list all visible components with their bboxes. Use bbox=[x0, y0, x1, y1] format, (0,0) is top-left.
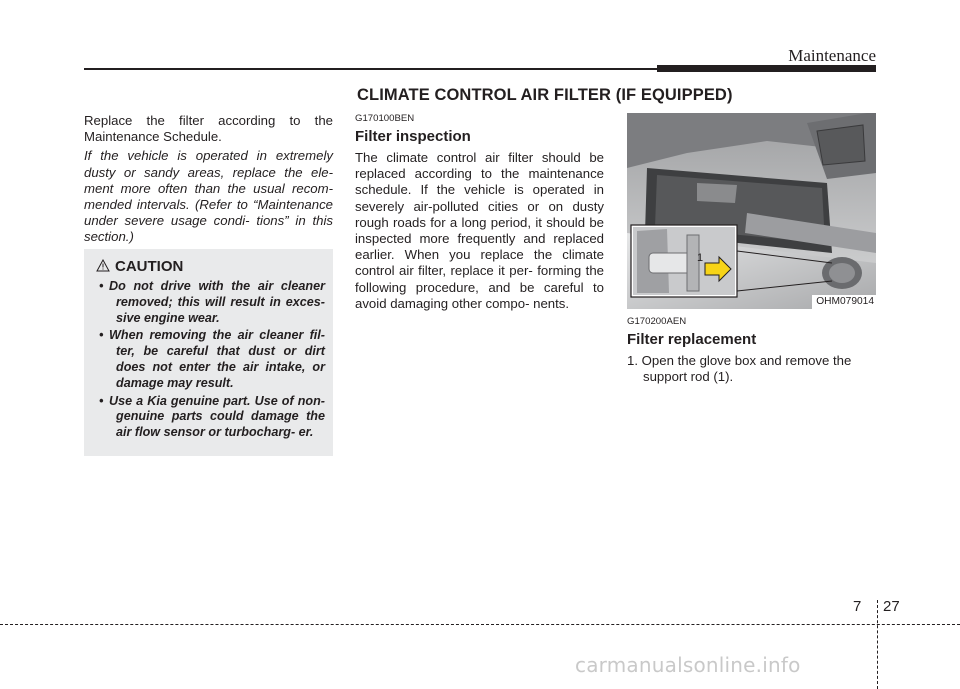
column-middle bbox=[355, 113, 604, 312]
page-header-title: Maintenance bbox=[788, 46, 876, 65]
replacement-code: G170200AEN bbox=[627, 316, 687, 327]
figure-callout: 1 bbox=[697, 252, 704, 264]
glove-box-illustration bbox=[627, 113, 876, 309]
header-bar bbox=[657, 65, 876, 72]
watermark: carmanualsonline.info bbox=[575, 653, 801, 677]
caution-title: CAUTION bbox=[115, 258, 184, 275]
chapter-number: 7 bbox=[853, 598, 862, 615]
warning-triangle-icon bbox=[96, 259, 110, 272]
glove-box-figure bbox=[627, 113, 876, 309]
caution-box bbox=[84, 249, 333, 456]
caution-item: • Use a Kia genuine part. Use of non-genuine parts could damage the air flow sensor or turbocharg- er. bbox=[92, 394, 325, 441]
severe-usage-note: If the vehicle is operated in extremely dusty or sandy areas, replace the ele- ment more often than the usual recom- mended intervals. (Refer to “Maintenance under severe usage condi- tions” in this section.) bbox=[84, 148, 333, 245]
caution-item: • Do not drive with the air cleaner removed; this will result in exces- sive engine wear. bbox=[92, 279, 325, 326]
intro-text: Replace the filter according to the Maintenance Schedule. bbox=[84, 113, 333, 145]
column-left bbox=[84, 113, 333, 246]
page-number: 27 bbox=[883, 598, 900, 615]
inspection-body: The climate control air filter should be replaced according to the maintenance schedule. If the vehicle is operated in severely air-polluted cities or on dusty rough roads for a long period, it should be inspected more frequently and replaced earlier. When you replace the climate control air filter, replace it per- forming the following procedure, and be careful to avoid damaging other compo- nents. bbox=[355, 150, 604, 311]
inspection-heading: Filter inspection bbox=[355, 128, 471, 145]
caution-list bbox=[92, 279, 325, 443]
figure-label: OHM079014 bbox=[812, 295, 876, 309]
replacement-heading: Filter replacement bbox=[627, 331, 757, 348]
inspection-code: G170100BEN bbox=[355, 113, 415, 124]
section-title: CLIMATE CONTROL AIR FILTER (IF EQUIPPED) bbox=[357, 86, 733, 104]
footer-divider bbox=[877, 600, 878, 689]
footer-rule bbox=[0, 624, 960, 625]
caution-item: • When removing the air cleaner fil- ter, be careful that dust or dirt does not enter the air intake, or damage may result. bbox=[92, 328, 325, 391]
column-right bbox=[627, 316, 876, 385]
replacement-step-1: 1. Open the glove box and remove the support rod (1). bbox=[627, 353, 852, 385]
